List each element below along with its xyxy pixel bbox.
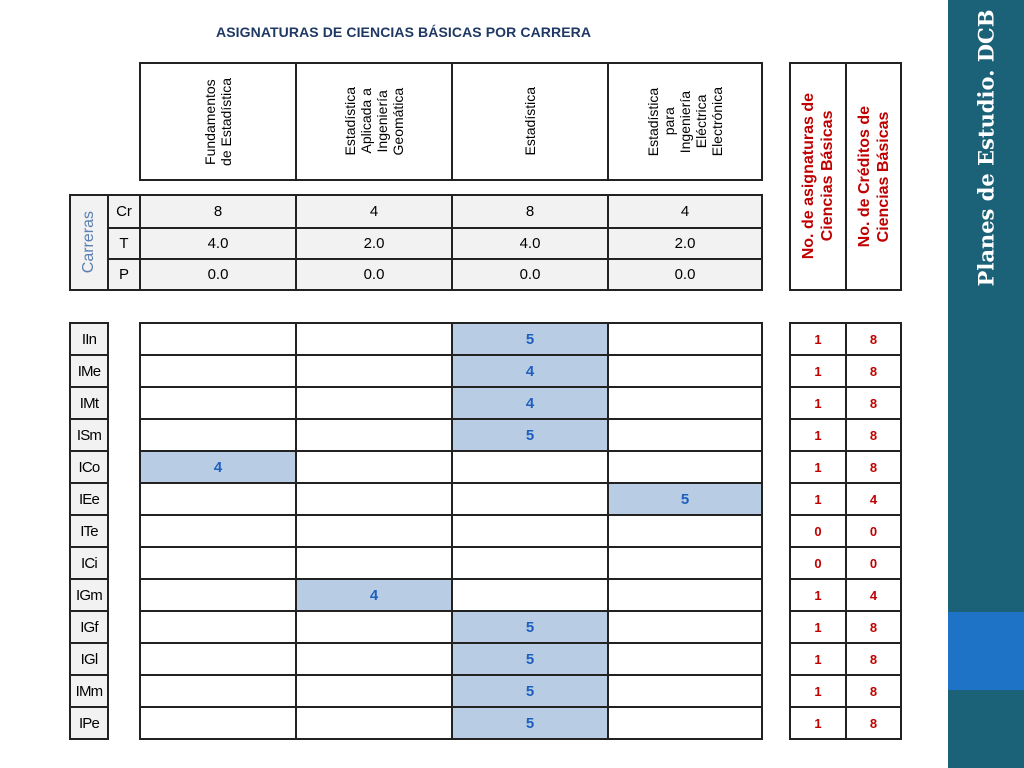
assignment-value: 5: [680, 490, 690, 508]
credit-count-value: 8: [869, 651, 878, 667]
career-code: IIn: [69, 322, 109, 356]
column-header-label: Estadística para Ingeniería Eléctrica Electrónica: [645, 86, 725, 157]
career-code: IGl: [69, 642, 109, 676]
page-title: ASIGNATURAS DE CIENCIAS BÁSICAS POR CARRERA: [216, 24, 592, 40]
subject-count: [789, 674, 847, 708]
credit-count-value: 8: [869, 619, 878, 635]
assignment-value: 4: [369, 586, 379, 604]
summary-header: [789, 62, 847, 291]
assignment-cell: [295, 706, 453, 740]
assignment-cell: [451, 514, 609, 548]
assignment-cell: [451, 354, 609, 388]
assignment-cell: [139, 610, 297, 644]
assignment-cell: [607, 450, 763, 484]
param-label: Cr: [107, 194, 141, 229]
assignment-cell: [295, 354, 453, 388]
credit-count-value: 8: [869, 331, 878, 347]
assignment-cell: [139, 546, 297, 580]
assignment-cell: [139, 354, 297, 388]
assignment-cell: [607, 418, 763, 452]
credit-count-value: 0: [869, 523, 878, 539]
assignment-value: 5: [525, 330, 535, 348]
assignment-cell: [607, 706, 763, 740]
assignment-cell: [451, 482, 609, 516]
column-header-label: Fundamentos de Estadística: [202, 77, 234, 166]
side-title: Planes de Estudio. DCB: [973, 9, 999, 287]
param-label: T: [107, 227, 141, 260]
assignment-cell: [139, 514, 297, 548]
career-code: IGf: [69, 610, 109, 644]
column-header-label: Estadística Aplicada a Ingeniería Geomática: [342, 87, 406, 156]
credit-count: [845, 450, 902, 484]
param-value: 2.0: [607, 227, 763, 260]
assignment-cell: [607, 610, 763, 644]
subject-count-value: 1: [814, 331, 822, 347]
credit-count-value: 8: [869, 715, 878, 731]
assignment-cell: [295, 610, 453, 644]
assignment-cell: [295, 642, 453, 676]
assignment-cell: [451, 322, 609, 356]
assignment-cell: [451, 418, 609, 452]
credit-count-value: 8: [869, 395, 878, 411]
assignment-cell: [139, 706, 297, 740]
credit-count-value: 4: [869, 491, 878, 507]
assignment-cell: [607, 642, 763, 676]
credit-count: [845, 706, 902, 740]
assignment-cell: [295, 514, 453, 548]
assignment-cell: [139, 418, 297, 452]
career-code: IEe: [69, 482, 109, 516]
subject-count-value: 1: [814, 683, 822, 699]
credit-count: [845, 578, 902, 612]
subject-count-value: 1: [814, 587, 822, 603]
subject-count: [789, 546, 847, 580]
param-value: 4: [607, 194, 763, 229]
credit-count-value: 8: [869, 427, 878, 443]
subject-count: [789, 354, 847, 388]
assignment-cell: [295, 418, 453, 452]
credit-count: [845, 386, 902, 420]
assignment-value: 4: [525, 394, 535, 412]
assignment-cell: [139, 450, 297, 484]
param-value: 4.0: [139, 227, 297, 260]
credit-count: [845, 418, 902, 452]
assignment-cell: [295, 482, 453, 516]
assignment-value: 4: [525, 362, 535, 380]
career-code: ITe: [69, 514, 109, 548]
assignment-cell: [451, 546, 609, 580]
assignment-cell: [139, 482, 297, 516]
summary-header-label: No. de Créditos de Ciencias Básicas: [855, 105, 892, 248]
subject-count: [789, 482, 847, 516]
assignment-cell: [607, 514, 763, 548]
career-code: IMt: [69, 386, 109, 420]
credit-count: [845, 322, 902, 356]
career-code: IMe: [69, 354, 109, 388]
subject-count-value: 1: [814, 715, 822, 731]
subject-count: [789, 610, 847, 644]
assignment-cell: [607, 482, 763, 516]
assignment-cell: [607, 386, 763, 420]
assignment-cell: [451, 450, 609, 484]
assignment-cell: [607, 546, 763, 580]
subject-count: [789, 706, 847, 740]
assignment-cell: [451, 642, 609, 676]
column-header-label: Estadística: [522, 87, 538, 156]
credit-count: [845, 610, 902, 644]
subject-count-value: 0: [814, 555, 822, 571]
credit-count-value: 4: [869, 587, 878, 603]
career-code: ISm: [69, 418, 109, 452]
column-header: [607, 62, 763, 181]
subject-count-value: 1: [814, 491, 822, 507]
assignment-cell: [295, 386, 453, 420]
subject-count-value: 1: [814, 651, 822, 667]
assignment-cell: [607, 674, 763, 708]
subject-count: [789, 322, 847, 356]
assignment-cell: [295, 546, 453, 580]
param-value: 2.0: [295, 227, 453, 260]
assignment-cell: [139, 674, 297, 708]
assignment-value: 5: [525, 682, 535, 700]
assignment-cell: [451, 706, 609, 740]
assignment-cell: [451, 610, 609, 644]
credit-count-value: 8: [869, 683, 878, 699]
subject-count-value: 1: [814, 395, 822, 411]
column-header: [295, 62, 453, 181]
column-header: [451, 62, 609, 181]
param-value: 0.0: [295, 258, 453, 291]
subject-count: [789, 578, 847, 612]
assignment-cell: [295, 450, 453, 484]
assignment-cell: [607, 322, 763, 356]
subject-count: [789, 514, 847, 548]
sidebar-accent: [948, 612, 1024, 690]
param-value: 0.0: [451, 258, 609, 291]
assignment-cell: [295, 578, 453, 612]
subject-count-value: 1: [814, 427, 822, 443]
assignment-cell: [451, 674, 609, 708]
career-code: IGm: [69, 578, 109, 612]
credit-count: [845, 642, 902, 676]
summary-header-label: No. de asignaturas de Ciencias Básicas: [800, 93, 836, 260]
param-value: 8: [451, 194, 609, 229]
subject-count: [789, 418, 847, 452]
assignment-cell: [295, 322, 453, 356]
subject-count: [789, 386, 847, 420]
assignment-value: 5: [525, 426, 535, 444]
subject-count: [789, 642, 847, 676]
credit-count: [845, 546, 902, 580]
param-label: P: [107, 258, 141, 291]
assignment-cell: [451, 578, 609, 612]
assignment-value: 4: [213, 458, 223, 476]
career-code: ICo: [69, 450, 109, 484]
credit-count-value: 0: [869, 555, 878, 571]
assignment-cell: [139, 578, 297, 612]
carreras-label: Carreras: [80, 211, 97, 274]
assignment-cell: [139, 386, 297, 420]
row-group-label: [69, 194, 109, 291]
param-value: 0.0: [607, 258, 763, 291]
subject-count-value: 0: [814, 523, 822, 539]
credit-count: [845, 482, 902, 516]
subject-count-value: 1: [814, 363, 822, 379]
assignment-cell: [607, 578, 763, 612]
assignment-value: 5: [525, 650, 535, 668]
subject-count-value: 1: [814, 459, 822, 475]
assignment-cell: [139, 322, 297, 356]
career-code: ICi: [69, 546, 109, 580]
summary-header: [845, 62, 902, 291]
credit-count: [845, 514, 902, 548]
assignment-cell: [451, 386, 609, 420]
assignment-cell: [139, 642, 297, 676]
param-value: 0.0: [139, 258, 297, 291]
credit-count: [845, 354, 902, 388]
credit-count: [845, 674, 902, 708]
assignment-cell: [607, 354, 763, 388]
assignment-value: 5: [525, 618, 535, 636]
column-header: [139, 62, 297, 181]
assignment-value: 5: [525, 714, 535, 732]
credit-count-value: 8: [869, 459, 878, 475]
param-value: 8: [139, 194, 297, 229]
assignment-cell: [295, 674, 453, 708]
career-code: IMm: [69, 674, 109, 708]
param-value: 4.0: [451, 227, 609, 260]
career-code: IPe: [69, 706, 109, 740]
credit-count-value: 8: [869, 363, 878, 379]
subject-count-value: 1: [814, 619, 822, 635]
subject-count: [789, 450, 847, 484]
param-value: 4: [295, 194, 453, 229]
